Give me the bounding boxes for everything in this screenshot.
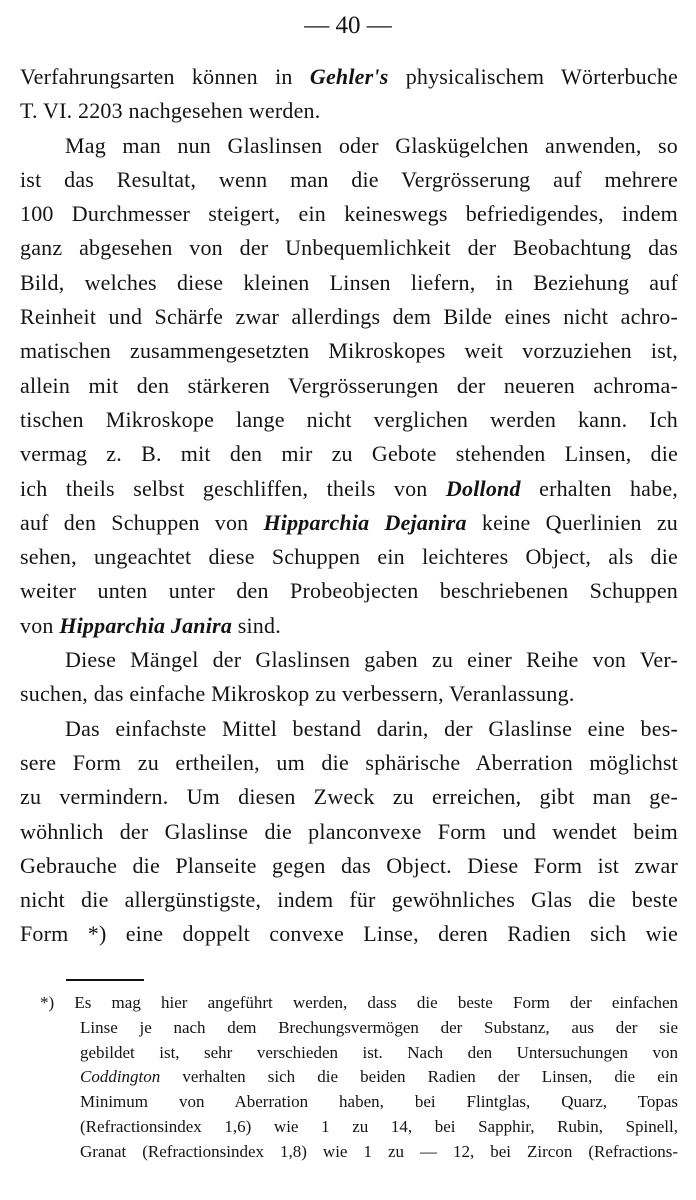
text-line: Reinheit und Schärfe zwar allerdings dem Bilde eines nicht achro- (20, 304, 678, 330)
text-line: vermag z. B. mit den mir zu Gebote stehenden Linsen, die (20, 441, 678, 467)
footnote-line: Minimum von Aberration haben, bei Flintglas, Quarz, Topas (80, 1092, 678, 1112)
text-run: keine Querlinien zu (466, 509, 678, 535)
text-line: nicht die allergünstigste, indem für gewöhnliches Glas die beste (20, 887, 678, 913)
text-run: physicalischem Wörterbuche (388, 64, 678, 89)
text-line: zu vermindern. Um diesen Zweck zu erreichen, gibt man ge- (20, 784, 678, 810)
text-line: ganz abgesehen von der Unbequemlichkeit der Beobachtung das (20, 235, 678, 261)
text-line: Diese Mängel der Glaslinsen gaben zu einer Reihe von Ver- (65, 647, 678, 673)
footnote-line: gebildet ist, sehr verschieden ist. Nach den Untersuchungen von (80, 1042, 678, 1062)
text-line: tischen Mikroskope lange nicht verglichen werden kann. Ich (20, 406, 678, 432)
footnote-line: *) Es mag hier angeführt werden, dass die beste Form der einfachen (40, 993, 678, 1012)
text-run: ich theils selbst geschliffen, theils von (20, 475, 446, 501)
text-line: suchen, das einfache Mikroskop zu verbessern, Veranlassung. (20, 681, 575, 707)
text-run: erhalten habe, (520, 475, 678, 501)
text-line (20, 506, 678, 540)
footnote-line: Linse je nach dem Brechungsvermögen der Substanz, aus der sie (80, 1017, 678, 1037)
text-line: wöhnlich der Glaslinse die planconvexe Form und wendet beim (20, 818, 678, 844)
footnote-line: (Refractionsindex 1,6) wie 1 zu 14, bei Sapphir, Rubin, Spinell, (80, 1116, 678, 1136)
text-run: verhalten sich die beiden Radien der Linsen, die ein (160, 1067, 678, 1087)
footnote-line (40, 1065, 678, 1090)
text-run: Verfahrungsarten können in (20, 64, 310, 89)
text-line: T. VI. 2203 nachgesehen werden. (20, 98, 321, 124)
text-line: matischen zusammengesetzten Mikroskopes weit vorzuziehen ist, (20, 338, 678, 364)
text-run: sind. (232, 612, 281, 638)
text-line: ist das Resultat, wenn man die Vergrösserung auf mehrere (20, 166, 678, 192)
footnote-line: Granat (Refractionsindex 1,8) wie 1 zu — 12, bei Zircon (Refractions- (80, 1141, 678, 1161)
text-line: weiter unten unter den Probeobjecten beschriebenen Schuppen (20, 578, 678, 604)
text-line: 100 Durchmesser steigert, ein keineswegs befriedigendes, indem (20, 201, 678, 227)
text-line (20, 472, 678, 506)
text-line: sere Form zu ertheilen, um die sphärische Aberration möglichst (20, 749, 678, 775)
text-run: auf den Schuppen von (20, 509, 264, 535)
footnote-divider (66, 979, 144, 981)
author-name: Coddington (80, 1067, 161, 1087)
text-line: Form *) eine doppelt convexe Linse, deren Radien sich wie (20, 921, 678, 947)
text-run: von (20, 612, 60, 638)
text-line: Gebrauche die Planseite gegen das Object. Diese Form ist zwar (20, 852, 678, 878)
text-line (20, 609, 678, 643)
footnote (40, 991, 678, 1165)
author-name: Dollond (445, 475, 521, 501)
text-line: Mag man nun Glaslinsen oder Glaskügelchen anwenden, so (65, 132, 678, 158)
text-line (20, 60, 678, 94)
main-text (20, 60, 678, 952)
species-name: Hipparchia Janira (59, 612, 233, 638)
text-line: allein mit den stärkeren Vergrösserungen der neueren achroma- (20, 372, 678, 398)
page-number-header: — 40 — (304, 12, 392, 39)
text-line: sehen, ungeachtet diese Schuppen ein leichteres Object, als die (20, 544, 678, 570)
text-line: Bild, welches diese kleinen Linsen liefern, in Beziehung auf (20, 269, 678, 295)
species-name: Hipparchia Dejanira (263, 509, 467, 535)
text-line: Das einfachste Mittel bestand darin, der Glaslinse eine bes- (65, 715, 678, 741)
author-name: Gehler's (309, 64, 389, 89)
